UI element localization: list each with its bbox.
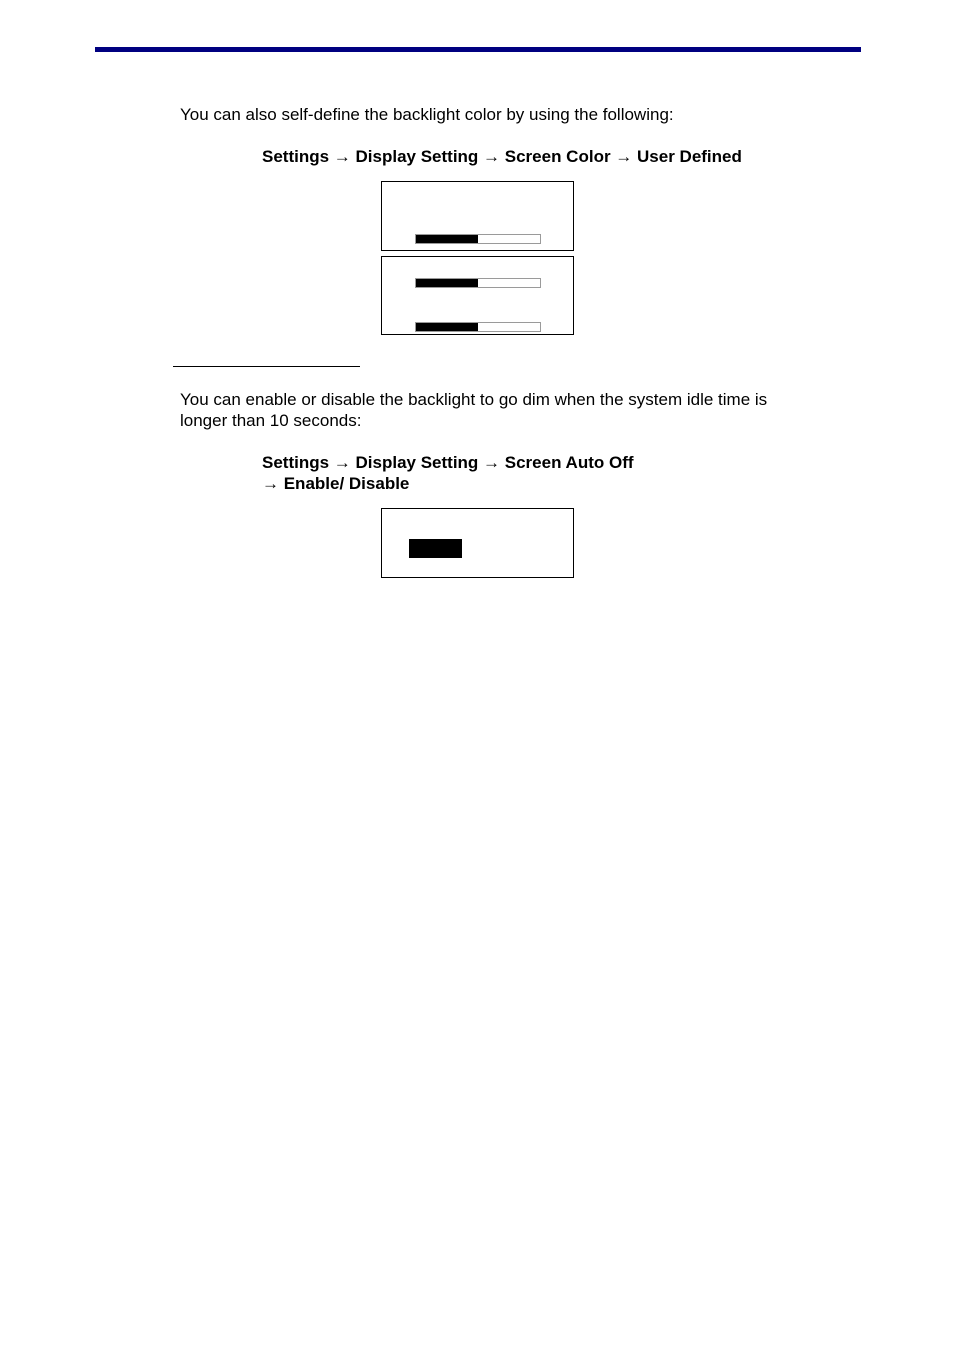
color-slider-1-fill [416, 235, 478, 243]
auto-off-menu-path-line-2: → Enable/ Disable [262, 474, 410, 493]
color-slider-3-fill [416, 323, 478, 331]
color-slider-1[interactable] [415, 234, 541, 244]
screen-color-preview-top [381, 181, 574, 251]
screen-color-intro: You can also self-define the backlight color by using the following: [180, 105, 674, 124]
selected-option-highlight[interactable] [409, 539, 462, 558]
color-slider-2-fill [416, 279, 478, 287]
auto-off-menu-path-line-1: Settings → Display Setting → Screen Auto Off [262, 453, 634, 472]
auto-off-menu-path [262, 452, 634, 494]
color-slider-3[interactable] [415, 322, 541, 332]
auto-off-screen-preview [381, 508, 574, 578]
header-rule [95, 47, 861, 52]
section-divider [173, 366, 360, 367]
screen-color-preview-bottom [381, 256, 574, 335]
color-slider-2[interactable] [415, 278, 541, 288]
auto-off-intro: You can enable or disable the backlight to go dim when the system idle time is longer than 10 seconds: [180, 390, 768, 430]
screen-color-menu-path: Settings → Display Setting → Screen Color → User Defined [262, 147, 742, 166]
